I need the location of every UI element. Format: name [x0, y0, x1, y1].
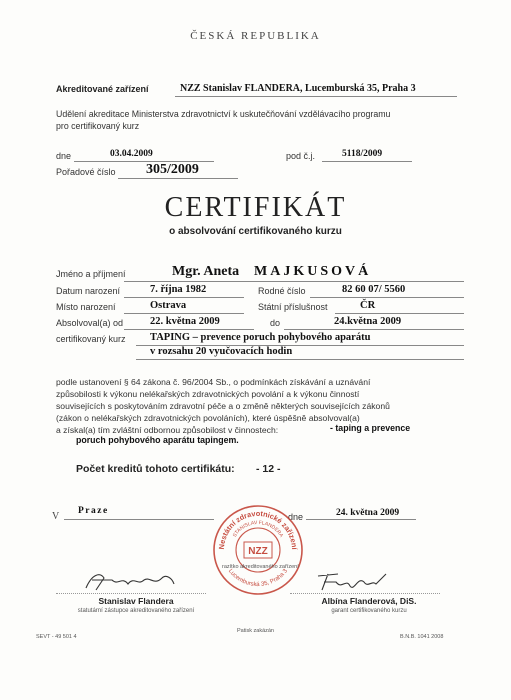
ref-label: pod č.j.: [286, 151, 316, 161]
accreditation-text-line-1: Udělení akreditace Ministerstva zdravotnictví k uskutečňování vzdělávacího programu: [56, 109, 391, 119]
statement-line-4: (zákon o nelékařských zdravotnických povoláních), které úspěšně absolvoval(a): [56, 413, 360, 423]
sign-date-label: dne: [288, 512, 304, 522]
right-signature-line: [290, 593, 440, 594]
sign-date-value: 24. května 2009: [336, 508, 400, 518]
citizenship-label: Státní příslušnost: [258, 302, 328, 312]
left-signature-scribble: [82, 568, 178, 594]
course-line-2: v rozsahu 20 vyučovacích hodin: [150, 346, 293, 357]
footer-reprint-note: Patisk zakázán: [237, 628, 274, 634]
birth-place-value: Ostrava: [150, 300, 187, 311]
stamp-ring-bottom: Lucemburská 35, Praha 3: [226, 568, 290, 589]
statement-line-5: a získal(a) tím zvláštní odbornou způsobilost v činnostech:: [56, 425, 279, 435]
birth-date-underline: [124, 297, 244, 298]
completed-from-label: Absolvoval(a) od: [56, 318, 124, 328]
left-signatory-name: Stanislav Flandera: [98, 596, 174, 606]
facility-underline: [175, 96, 457, 97]
certificate-title: CERTIFIKÁT: [164, 192, 347, 223]
date-label: dne: [56, 151, 72, 161]
stamp-caption: razítko akreditovaného zařízení: [222, 564, 299, 570]
order-underline: [118, 178, 238, 179]
birth-date-value: 7. října 1982: [150, 284, 207, 295]
stamp-ring-mid: STANISLAV FLANDERA: [231, 519, 285, 539]
name-prefix: Mgr. Aneta: [172, 264, 240, 279]
order-value: 305/2009: [146, 162, 199, 177]
completed-from-underline: [124, 329, 254, 330]
completed-to-underline: [284, 329, 464, 330]
stamp-ring-top: Nestátní zdravotnické zařízení: [216, 508, 300, 550]
course-line-1: TAPING – prevence poruch pohybového aparátu: [150, 332, 371, 343]
certificate-subtitle: o absolvování certifikovaného kurzu: [169, 226, 342, 237]
order-label: Pořadové číslo: [56, 167, 116, 177]
surname: MAJKUSOVÁ: [254, 264, 372, 279]
official-stamp: [212, 504, 304, 596]
birth-place-underline: [124, 313, 244, 314]
completed-from-value: 22. května 2009: [150, 316, 220, 327]
name-underline: [124, 281, 464, 282]
credits-label: Počet kreditů tohoto certifikátu:: [76, 463, 235, 475]
citizenship-value: ČR: [360, 300, 376, 311]
birth-date-label: Datum narození: [56, 286, 121, 296]
name-label: Jméno a příjmení: [56, 269, 126, 279]
footer-code: B.N.B. 1041 2008: [400, 634, 444, 640]
left-signatory-role: statutární zástupce akreditovaného zařízení: [77, 608, 195, 614]
footer-form-id: SEVT - 49 501 4: [36, 634, 77, 640]
credits-value: - 12 -: [256, 463, 281, 475]
svg-text:Nestátní zdravotnické zařízení: [217, 509, 299, 551]
birth-number-underline: [310, 297, 464, 298]
completed-to-label: do: [270, 318, 281, 328]
statement-line-1: podle ustanovení § 64 zákona č. 96/2004 Sb., o podmínkách získávání a uznávání: [56, 377, 371, 387]
country-heading: ČESKÁ REPUBLIKA: [190, 30, 321, 42]
right-signatory-role: garant certifikovaného kurzu: [331, 608, 407, 614]
sign-date-underline: [306, 519, 416, 520]
place-value: Praze: [78, 506, 109, 516]
svg-text:Lucemburská 35, Praha 3: [227, 568, 290, 588]
statement-line-2: způsobilosti k výkonu nelékařských zdravotnických povolání a k výkonu činností: [56, 389, 360, 399]
left-signature-line: [56, 593, 206, 594]
accreditation-text-line-2: pro certifikovaný kurz: [56, 121, 140, 131]
birth-number-value: 82 60 07/ 5560: [342, 284, 406, 295]
course-underline-2: [136, 359, 464, 360]
birth-place-label: Místo narození: [56, 302, 116, 312]
activity-line-1: - taping a prevence: [330, 423, 411, 433]
date-value: 03.04.2009: [110, 149, 153, 159]
statement-line-3: souvisejících s poskytováním zdravotní péče a o změně některých souvisejících zákonů: [56, 401, 390, 411]
ref-underline: [322, 161, 412, 162]
citizenship-underline: [335, 313, 464, 314]
facility-label: Akreditované zařízení: [56, 84, 149, 94]
birth-number-label: Rodné číslo: [258, 286, 306, 296]
ref-value: 5118/2009: [342, 149, 383, 159]
activity-line-2: poruch pohybového aparátu tapingem.: [76, 435, 239, 445]
facility-value: NZZ Stanislav FLANDERA, Lucemburská 35, Praha 3: [180, 83, 416, 94]
place-underline: [64, 519, 214, 520]
course-label: certifikovaný kurz: [56, 334, 126, 344]
place-prefix: V: [52, 511, 60, 522]
completed-to-value: 24.května 2009: [334, 316, 402, 327]
right-signatory-name: Albína Flanderová, DiS.: [321, 596, 417, 606]
stamp-center: NZZ: [248, 546, 268, 557]
right-signature-scribble: [312, 568, 392, 594]
